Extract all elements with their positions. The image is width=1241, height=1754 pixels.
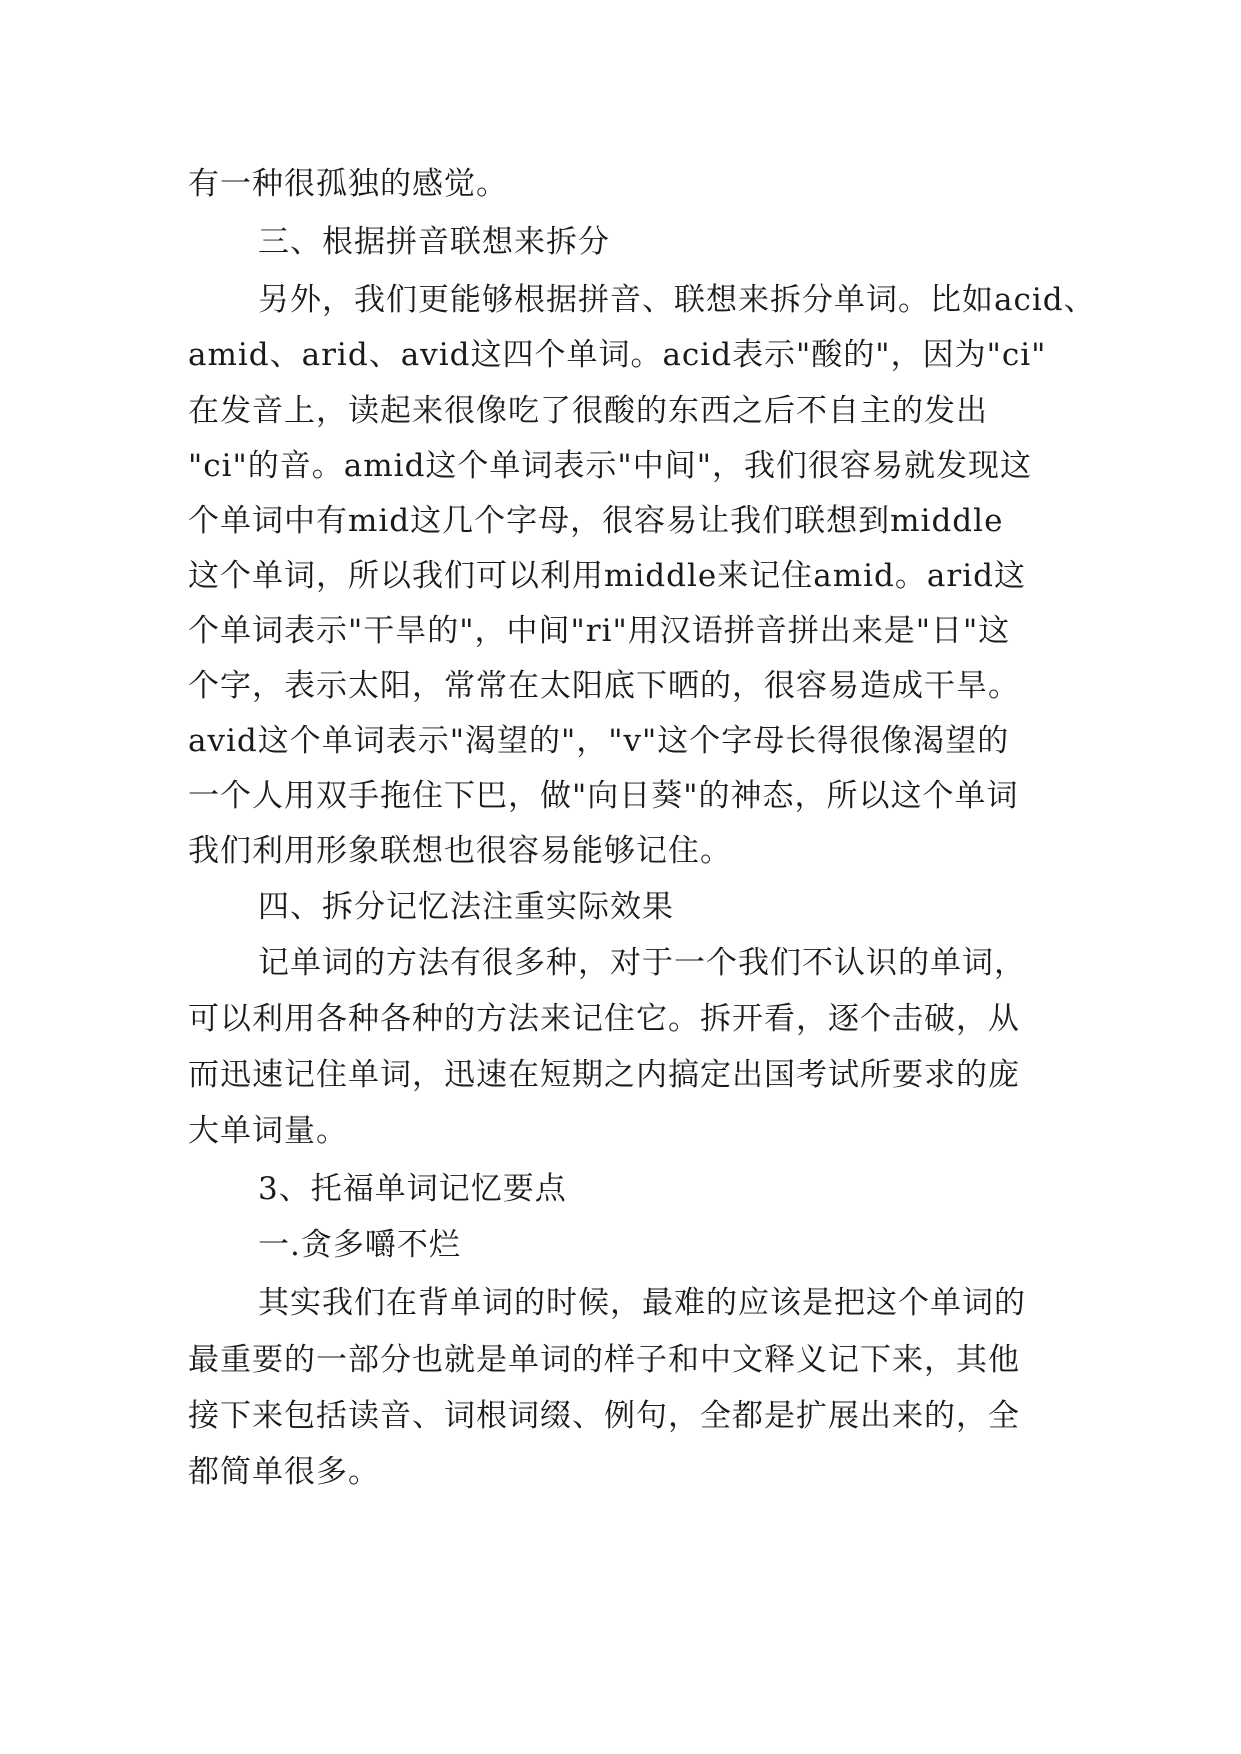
paragraph-line: 个单词表示"干旱的"，中间"ri"用汉语拼音拼出来是"日"这 — [188, 613, 1011, 649]
paragraph-line: 我们利用形象联想也很容易能够记住。 — [188, 833, 732, 869]
section-heading: 3、托福单词记忆要点 — [258, 1171, 567, 1207]
paragraph-line: 另外，我们更能够根据拼音、联想来拆分单词。比如acid、 — [258, 282, 1096, 318]
paragraph-line: 最重要的一部分也就是单词的样子和中文释义记下来，其他 — [188, 1342, 1020, 1378]
paragraph-line: 一个人用双手拖住下巴，做"向日葵"的神态，所以这个单词 — [188, 778, 1019, 814]
paragraph-line: 接下来包括读音、词根词缀、例句，全都是扩展出来的，全 — [188, 1398, 1020, 1434]
paragraph-line: amid、arid、avid这四个单词。acid表示"酸的"，因为"ci" — [188, 337, 1047, 373]
section-heading: 四、拆分记忆法注重实际效果 — [258, 889, 674, 925]
subsection-heading: 一.贪多嚼不烂 — [258, 1227, 461, 1263]
paragraph-line: avid这个单词表示"渴望的"，"v"这个字母长得很像渴望的 — [188, 723, 1010, 759]
paragraph-line: 这个单词，所以我们可以利用middle来记住amid。arid这 — [188, 558, 1026, 594]
paragraph-line: 在发音上，读起来很像吃了很酸的东西之后不自主的发出 — [188, 393, 988, 429]
paragraph-line: 有一种很孤独的感觉。 — [188, 166, 508, 202]
paragraph-line: 其实我们在背单词的时候，最难的应该是把这个单词的 — [258, 1285, 1026, 1321]
paragraph-line: 记单词的方法有很多种，对于一个我们不认识的单词， — [258, 945, 1026, 981]
paragraph-line: 可以利用各种各种的方法来记住它。拆开看，逐个击破，从 — [188, 1001, 1020, 1037]
paragraph-line: 都简单很多。 — [188, 1454, 380, 1490]
paragraph-line: 个单词中有mid这几个字母，很容易让我们联想到middle — [188, 503, 1004, 539]
paragraph-line: "ci"的音。amid这个单词表示"中间"，我们很容易就发现这 — [188, 448, 1032, 484]
paragraph-line: 大单词量。 — [188, 1113, 348, 1149]
paragraph-line: 个字，表示太阳，常常在太阳底下晒的，很容易造成干旱。 — [188, 668, 1020, 704]
section-heading: 三、根据拼音联想来拆分 — [258, 224, 610, 260]
paragraph-line: 而迅速记住单词，迅速在短期之内搞定出国考试所要求的庞 — [188, 1057, 1020, 1093]
